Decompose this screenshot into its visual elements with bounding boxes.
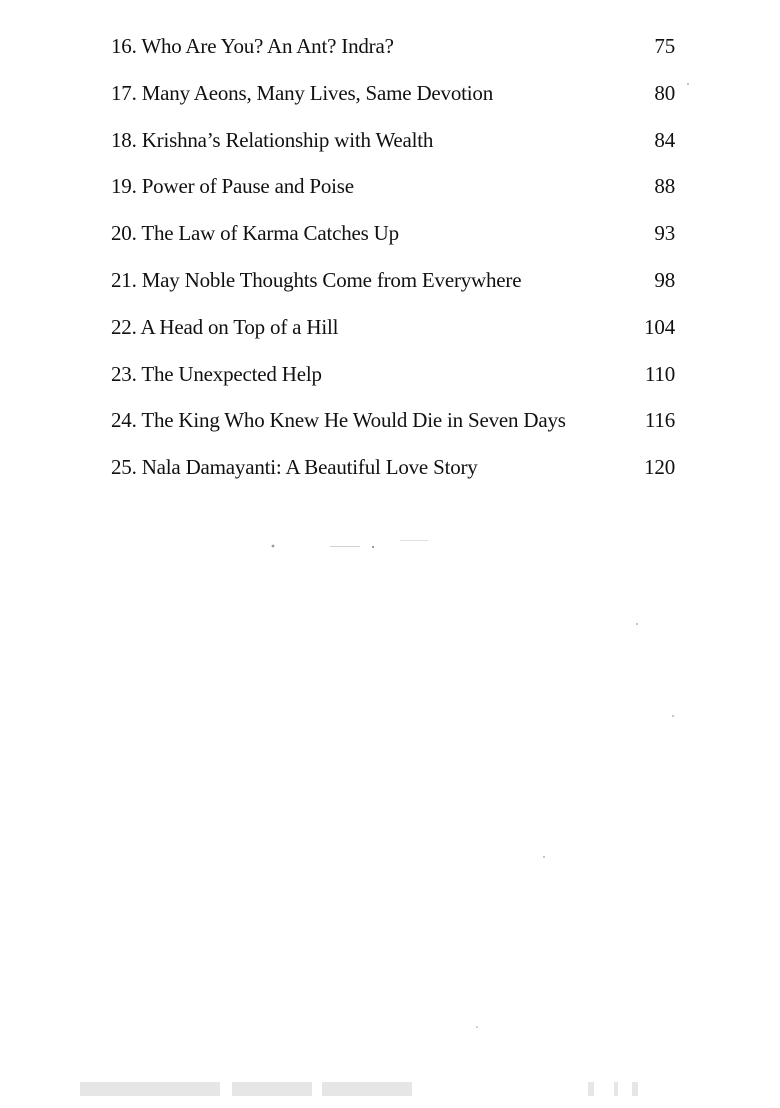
chapter-title: 25. Nala Damayanti: A Beautiful Love Story — [111, 455, 478, 480]
chapter-title: 24. The King Who Knew He Would Die in Seven Days — [111, 408, 566, 433]
toc-entry — [111, 221, 675, 268]
chapter-title: 23. The Unexpected Help — [111, 361, 322, 386]
chapter-title: 17. Many Aeons, Many Lives, Same Devotion — [111, 80, 494, 105]
toc-entry — [111, 81, 675, 128]
chapter-title: 19. Power of Pause and Poise — [111, 174, 354, 199]
table-of-contents — [111, 34, 675, 502]
toc-entry — [111, 174, 675, 221]
page-number: 80 — [654, 80, 675, 105]
chapter-title: 18. Krishna’s Relationship with Wealth — [111, 127, 434, 152]
page-number: 75 — [654, 34, 675, 58]
page-number: 120 — [644, 455, 675, 480]
bottom-bleed-through — [80, 1082, 638, 1096]
chapter-title: 16. Who Are You? An Ant? Indra? — [111, 34, 394, 58]
toc-entry — [111, 362, 675, 409]
chapter-title: 22. A Head on Top of a Hill — [111, 314, 339, 339]
toc-entry — [111, 128, 675, 175]
page-number: 93 — [654, 221, 675, 246]
toc-entry — [111, 455, 675, 502]
toc-entry — [111, 315, 675, 362]
chapter-title: 20. The Law of Karma Catches Up — [111, 221, 399, 246]
toc-entry — [111, 408, 675, 455]
page-number: 116 — [644, 408, 675, 433]
page-number: 110 — [644, 361, 675, 386]
toc-entry — [111, 268, 675, 315]
page-number: 84 — [654, 127, 675, 152]
chapter-title: 21. May Noble Thoughts Come from Everywhere — [111, 267, 522, 292]
toc-entry — [111, 34, 675, 81]
page-number: 88 — [654, 174, 675, 199]
page-number: 98 — [654, 267, 675, 292]
page-number: 104 — [644, 314, 675, 339]
